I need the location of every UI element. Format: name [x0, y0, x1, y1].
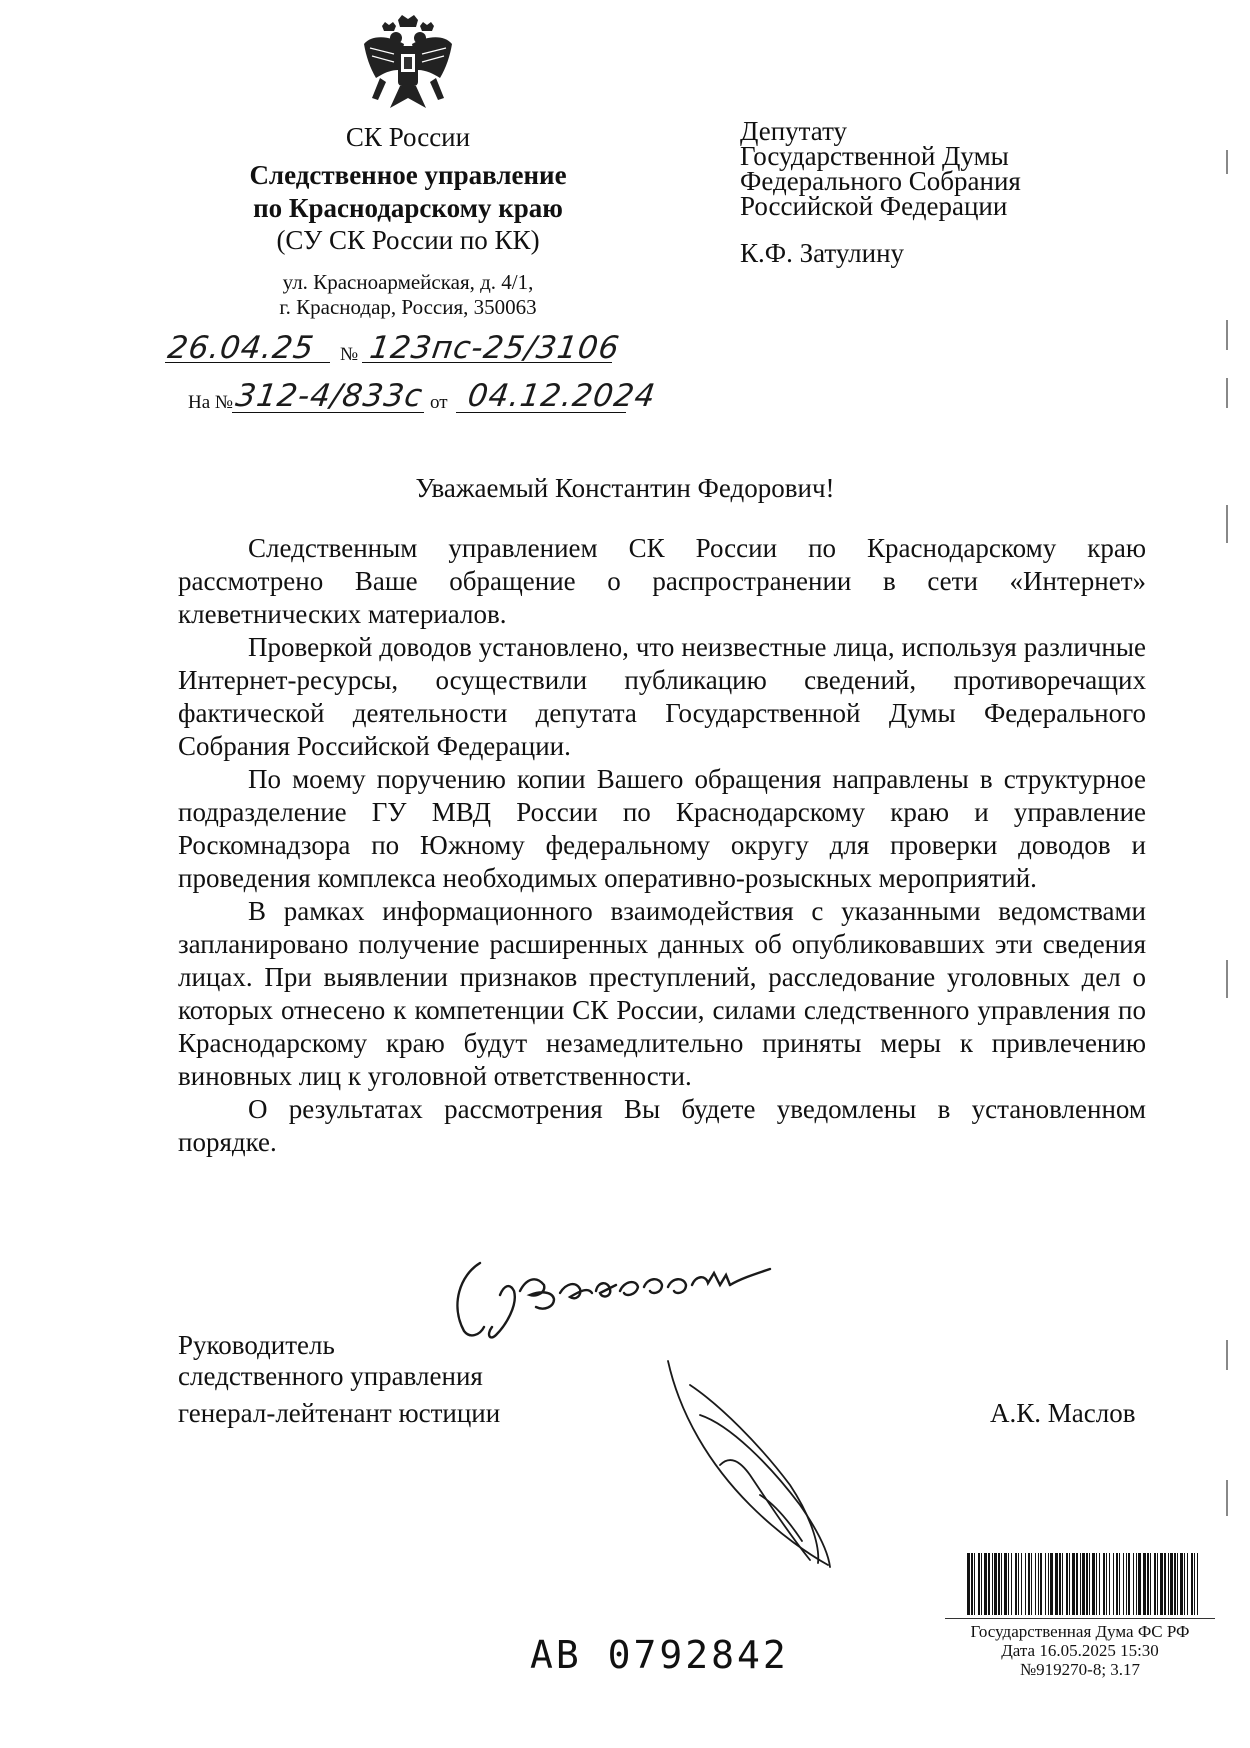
barcode-bar — [1177, 1553, 1178, 1615]
barcode-bar — [1021, 1553, 1022, 1615]
barcode-bar — [1011, 1553, 1012, 1615]
reg-date: 26.04.25 — [165, 330, 317, 366]
handwritten-closing-signature — [440, 1235, 780, 1345]
barcode-bar — [1103, 1553, 1105, 1615]
barcode-bar — [1109, 1553, 1110, 1615]
stamp-org: Государственная Дума ФС РФ — [970, 1622, 1190, 1641]
addressee-line1: Депутату — [740, 116, 848, 146]
signer-title-line3: генерал-лейтенант юстиции — [178, 1398, 501, 1428]
signer-title-line2: следственного управления — [178, 1361, 483, 1391]
stamp-date: Дата 16.05.2025 15:30 — [1001, 1641, 1159, 1660]
org-abbr: (СУ СК России по КК) — [276, 225, 540, 255]
ref-date: 04.12.2024 — [465, 378, 659, 414]
signature-scribble — [660, 1355, 840, 1570]
barcode-bar — [1128, 1553, 1130, 1615]
barcode-bar — [1035, 1553, 1036, 1615]
barcode-bar — [1197, 1553, 1198, 1615]
barcode-bar — [971, 1553, 973, 1615]
scan-artifact — [1226, 378, 1228, 408]
barcode-bar — [1099, 1553, 1100, 1615]
barcode-bar — [984, 1553, 987, 1615]
barcode-bar — [1076, 1553, 1078, 1615]
scan-artifact — [1226, 1340, 1228, 1370]
barcode-bar — [1168, 1553, 1169, 1615]
barcode-bar — [1072, 1553, 1075, 1615]
barcode-bar — [1031, 1553, 1032, 1615]
signer-title-line1: Руководитель — [178, 1330, 335, 1360]
serial-number: АВ 0792842 — [530, 1633, 789, 1677]
barcode-bar — [1059, 1553, 1061, 1615]
emblem-icon — [360, 14, 456, 120]
barcode-bar — [988, 1553, 990, 1615]
addressee-name: К.Ф. Затулину — [740, 238, 905, 268]
barcode-bar — [978, 1553, 980, 1615]
barcode-bar — [1089, 1553, 1090, 1615]
reg-number: 123пс-25/3106 — [367, 330, 622, 366]
salutation: Уважаемый Константин Федорович! — [415, 473, 835, 503]
org-top: СК России — [345, 122, 471, 152]
org-address-line2: г. Краснодар, Россия, 350063 — [279, 295, 537, 319]
barcode-bar — [1028, 1553, 1030, 1615]
addressee-line2: Государственной Думы — [740, 141, 1009, 171]
barcode-bar — [1062, 1553, 1063, 1615]
barcode-bar — [1126, 1553, 1127, 1615]
barcode-bar — [1018, 1553, 1019, 1615]
scan-artifact — [1226, 505, 1228, 543]
barcode-bar — [1147, 1553, 1149, 1615]
addressee-line4: Российской Федерации — [740, 191, 1008, 221]
barcode-bar — [1187, 1553, 1188, 1615]
ref-label: На № — [188, 392, 234, 413]
ref-date-label: от — [430, 392, 448, 413]
barcode-bar — [1136, 1553, 1137, 1615]
barcode-bar — [1113, 1553, 1114, 1615]
barcode-bar — [1106, 1553, 1107, 1615]
barcode-bar — [1040, 1553, 1042, 1615]
body-paragraph-4: В рамках информационного взаимодействия с указанными ведомствами запланировано получение расширенных данных об опубликовавших эти сведения лицах. При выявлении признаков преступлений, расследование уголовных дел о которых отнесено к компетенции СК России, силами следственного управления по Краснодарскому краю будут незамедлительно приняты меры к привлечению виновных лиц к уголовной ответственности. — [178, 896, 1146, 1091]
barcode-bar — [1008, 1553, 1009, 1615]
barcode-bar — [1119, 1553, 1120, 1615]
barcode-bar — [994, 1553, 997, 1615]
barcode-bar — [1143, 1553, 1146, 1615]
barcode-bar — [998, 1553, 1000, 1615]
barcode-bar — [1038, 1553, 1039, 1615]
signer-name: А.К. Маслов — [990, 1398, 1136, 1428]
letter-body — [178, 532, 1146, 1159]
barcode-bar — [1164, 1553, 1166, 1615]
barcode-bar — [1055, 1553, 1058, 1615]
barcode-bar — [1004, 1553, 1007, 1615]
barcode-bar — [1066, 1553, 1068, 1615]
barcode-bar — [1170, 1553, 1173, 1615]
barcode-bar — [1194, 1553, 1195, 1615]
barcode-bar — [1048, 1553, 1049, 1615]
stamp-divider — [945, 1618, 1215, 1619]
barcode-bar — [1116, 1553, 1118, 1615]
addressee-line3: Федерального Собрания — [740, 166, 1021, 196]
barcode-bar — [1050, 1553, 1053, 1615]
barcode-bar — [974, 1553, 975, 1615]
body-paragraph-3: По моему поручению копии Вашего обращения направлены в структурное подразделение ГУ МВД России по Краснодарскому краю и управление Роскомнадзора по Южному федеральному округу для проверки доводов и проведения комплекса необходимых оперативно-розыскных мероприятий. — [178, 764, 1146, 893]
barcode-bar — [981, 1553, 982, 1615]
barcode-bar — [1150, 1553, 1151, 1615]
barcode-bar — [992, 1553, 993, 1615]
barcode-bar — [1015, 1553, 1017, 1615]
barcode-bar — [1138, 1553, 1141, 1615]
barcode-bar — [1160, 1553, 1163, 1615]
body-paragraph-2: Проверкой доводов установлено, что неизвестные лица, используя различные Интернет-ресурсы, осуществили публикацию сведений, противоречащих фактической деятельности депутата Государственной Думы Федерального Собрания Российской Федерации. — [178, 632, 1146, 761]
barcode-bar — [1092, 1553, 1095, 1615]
scan-artifact — [1226, 960, 1228, 998]
barcode-bar — [1191, 1553, 1193, 1615]
ref-number: 312-4/833с — [233, 378, 426, 414]
barcode-bar — [1123, 1553, 1124, 1615]
body-paragraph-1: Следственным управлением СК России по Краснодарскому краю рассмотрено Ваше обращение о распространении в сети «Интернет» клеветнических материалов. — [178, 533, 1146, 629]
org-name-line1: Следственное управление — [249, 160, 567, 190]
scan-artifact — [1226, 150, 1228, 174]
barcode-bar — [1174, 1553, 1176, 1615]
barcode-bar — [1096, 1553, 1097, 1615]
barcode — [965, 1553, 1205, 1615]
barcode-bar — [1082, 1553, 1085, 1615]
barcode-bar — [1080, 1553, 1081, 1615]
scan-artifact — [1226, 320, 1228, 350]
barcode-bar — [1154, 1553, 1156, 1615]
barcode-bar — [1025, 1553, 1026, 1615]
org-name-line2: по Краснодарскому краю — [253, 193, 563, 223]
barcode-bar — [1086, 1553, 1088, 1615]
reg-number-label: № — [340, 344, 359, 365]
scan-artifact — [1226, 1480, 1228, 1516]
barcode-bar — [1180, 1553, 1183, 1615]
barcode-bar — [1069, 1553, 1070, 1615]
barcode-bar — [1184, 1553, 1185, 1615]
barcode-bar — [1133, 1553, 1134, 1615]
barcode-bar — [1157, 1553, 1158, 1615]
stamp-number: №919270-8; 3.17 — [1019, 1660, 1141, 1679]
body-paragraph-5: О результатах рассмотрения Вы будете уведомлены в установленном порядке. — [178, 1094, 1146, 1157]
barcode-bar — [1001, 1553, 1002, 1615]
org-address-line1: ул. Красноармейская, д. 4/1, — [282, 270, 534, 294]
barcode-bar — [1045, 1553, 1046, 1615]
barcode-bar — [967, 1553, 970, 1615]
